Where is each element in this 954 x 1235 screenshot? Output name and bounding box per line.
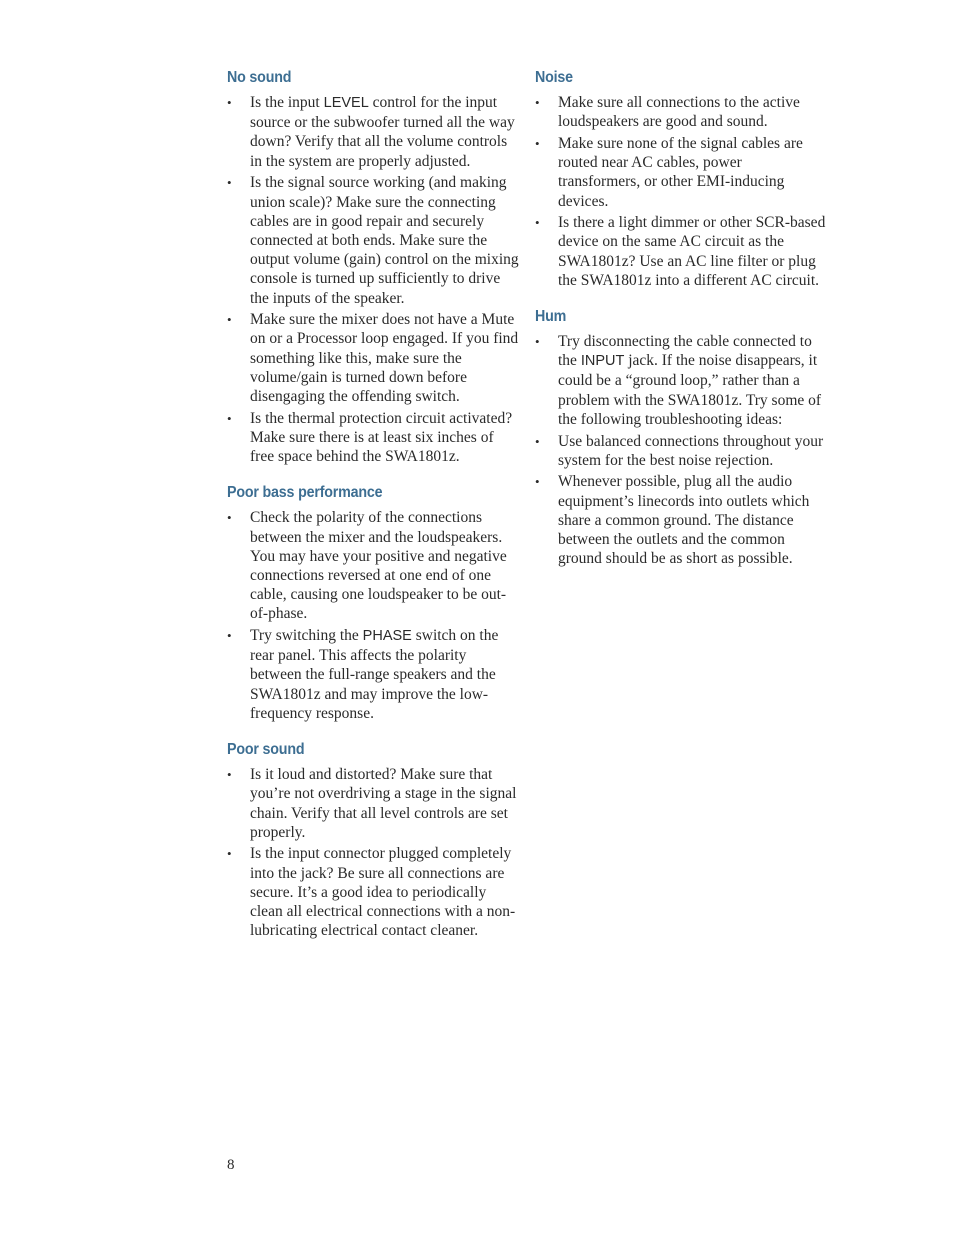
heading-noise: Noise <box>535 69 573 86</box>
heading-poor-bass: Poor bass performance <box>227 484 383 502</box>
right-column <box>535 66 827 571</box>
list-item: • Make sure the mixer does not have a Mute on or a Processor loop engaged. If you find something like this, make sure the volume/gain is turned down before disengaging the offending switch. <box>227 311 519 406</box>
control-label: LEVEL <box>323 95 369 111</box>
bullet-icon: • <box>535 334 540 350</box>
control-label: PHASE <box>362 628 412 645</box>
bullet-icon: • <box>227 410 232 426</box>
list-poor-bass <box>227 508 519 723</box>
list-item: • Is there a light dimmer or other SCR-based device on the same AC circuit as the SWA1801z? Use an AC line filter or plug the SWA1801z into a different AC circuit. <box>535 214 826 289</box>
list-item: • Is the thermal protection circuit activated? Make sure there is at least six inches of free space behind the SWA1801z. <box>227 409 513 466</box>
bullet-icon: • <box>227 628 232 644</box>
left-column <box>227 66 519 943</box>
list-item: • Is it loud and distorted? Make sure that you’re not overdriving a stage in the signal chain. Verify that all level controls are set properly. <box>227 766 517 841</box>
list-item: • Make sure none of the signal cables are routed near AC cables, power transformers, or other EMI-inducing devices. <box>535 134 803 210</box>
control-label: INPUT <box>580 353 625 370</box>
bullet-icon: • <box>227 312 232 328</box>
bullet-icon: • <box>227 846 232 862</box>
list-item: • Is the signal source working (and making union scale)? Make sure the connecting cables are in good repair and securely connected at both ends. Make sure the output volume (gain) control on the mixing console is turned up sufficiently to drive the inputs of the speaker. <box>227 174 519 307</box>
bullet-icon: • <box>227 95 232 110</box>
list-no-sound <box>227 93 519 466</box>
list-item: • Check the polarity of the connections between the mixer and the loudspeakers. You may have your positive and negative connections reversed at one end of one cable, causing one loudspeaker to be out-of-phase. <box>227 509 507 623</box>
list-item: • Use balanced connections throughout your system for the best noise rejection. <box>535 432 824 469</box>
bullet-icon: • <box>227 767 232 783</box>
list-item: • Try disconnecting the cable connected to the INPUT jack. If the noise disappears, it could be a “ground loop,” rather than a problem with the SWA1801z. Try some of the following troubleshooting ideas: <box>535 333 822 428</box>
list-hum <box>535 332 827 568</box>
heading-poor-sound: Poor sound <box>227 741 305 759</box>
bullet-icon: • <box>535 215 540 231</box>
bullet-icon: • <box>535 135 540 151</box>
list-item: • Try switching the PHASE switch on the rear panel. This affects the polarity between the full-range speakers and the SWA1801z and may improve the low-frequency response. <box>227 627 499 722</box>
bullet-icon: • <box>535 95 540 110</box>
bullet-icon: • <box>227 175 232 191</box>
list-item: • Is the input LEVEL control for the input source or the subwoofer turned all the way down? Verify that all the volume controls in the system are properly adjusted. <box>227 94 515 170</box>
list-noise <box>535 93 827 290</box>
heading-hum: Hum <box>535 308 567 326</box>
page-number: 8 <box>227 1157 235 1173</box>
heading-no-sound: No sound <box>227 69 292 86</box>
bullet-icon: • <box>227 510 232 526</box>
list-item: • Whenever possible, plug all the audio equipment’s linecords into outlets which share a common ground. The distance between the outlets and the common ground should be as short as possible. <box>535 473 810 568</box>
bullet-icon: • <box>535 433 540 449</box>
bullet-icon: • <box>535 474 540 490</box>
list-item: • Make sure all connections to the active loudspeakers are good and sound. <box>535 94 800 131</box>
list-poor-sound <box>227 765 519 940</box>
list-item: • Is the input connector plugged completely into the jack? Be sure all connections are secure. It’s a good idea to periodically clean all electrical connections with a non-lubricating electrical contact cleaner. <box>227 845 516 940</box>
